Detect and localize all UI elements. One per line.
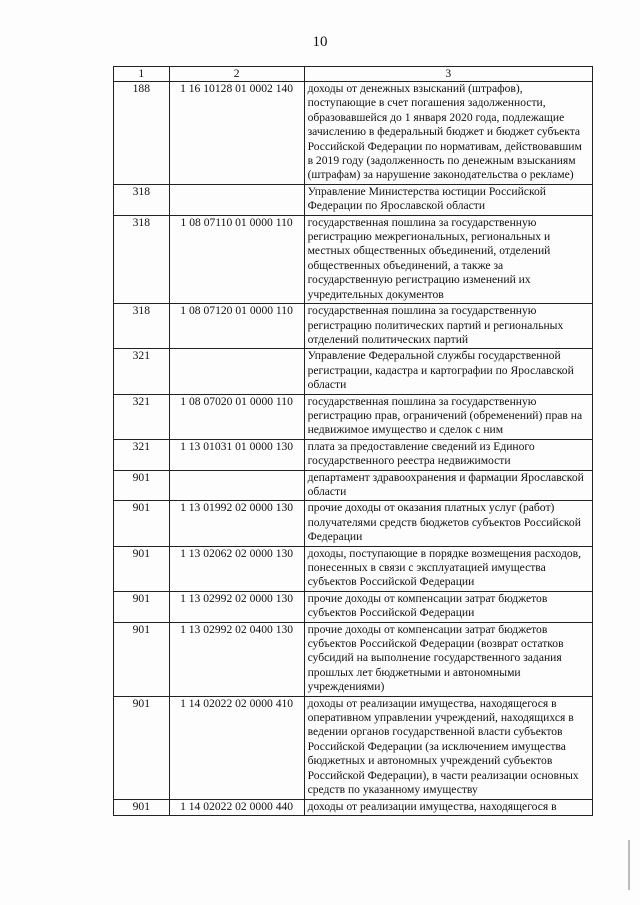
budget-code-cell: 1 13 01031 01 0000 130 — [169, 439, 304, 470]
budget-code-cell: 1 08 07110 01 0000 110 — [169, 215, 304, 303]
income-name-cell: доходы от реализации имущества, находящегося в — [304, 799, 592, 815]
column-header-3: 3 — [304, 67, 592, 82]
income-name-cell: Управление Федеральной службы государственной регистрации, кадастра и картографии по Ярославской области — [304, 349, 592, 394]
admin-code-cell: 321 — [114, 439, 170, 470]
admin-code-cell: 318 — [114, 184, 170, 215]
income-name-cell: департамент здравоохранения и фармации Ярославской области — [304, 470, 592, 501]
income-name-cell: Управление Министерства юстиции Российской Федерации по Ярославской области — [304, 184, 592, 215]
income-name-cell: государственная пошлина за государственную регистрацию прав, ограничений (обременений) прав на недвижимое имущество и сделок с ним — [304, 394, 592, 439]
income-codes-table — [113, 66, 593, 816]
table-row — [114, 439, 593, 470]
budget-code-cell — [169, 349, 304, 394]
admin-code-cell: 901 — [114, 799, 170, 815]
budget-code-cell: 1 13 02992 02 0000 130 — [169, 591, 304, 622]
admin-code-cell: 901 — [114, 591, 170, 622]
income-name-cell: государственная пошлина за государственную регистрацию межрегиональных, региональных и местных общественных объединений, отделений общественных объединений, а также за государственную регистрацию изменений их учредительных документов — [304, 215, 592, 303]
budget-code-cell: 1 13 01992 02 0000 130 — [169, 501, 304, 546]
income-name-cell: доходы от денежных взысканий (штрафов), поступающие в счет погашения задолженности, образовавшейся до 1 января 2020 года, подлежащие зачислению в федеральный бюджет и бюджет субъекта Российской Федерации по нормативам, действовавшим в 2019 году (задолженность по денежным взысканиям (штрафам) за нарушение законодательства о рекламе) — [304, 82, 592, 185]
income-name-cell: прочие доходы от компенсации затрат бюджетов субъектов Российской Федерации (возврат остатков субсидий на выполнение государственного задания прошлых лет бюджетными и автономными учреждениями) — [304, 622, 592, 696]
income-name-cell: доходы от реализации имущества, находящегося в оперативном управлении учреждений, находящихся в ведении органов государственной власти субъектов Российской Федерации (за исключением имущества бюджетных и автономных учреждений субъектов Российской Федерации), в части реализации основных средств по указанному имуществу — [304, 696, 592, 799]
admin-code-cell: 901 — [114, 501, 170, 546]
budget-code-cell — [169, 184, 304, 215]
income-name-cell: доходы, поступающие в порядке возмещения расходов, понесенных в связи с эксплуатацией имущества субъектов Российской Федерации — [304, 546, 592, 591]
budget-code-cell — [169, 470, 304, 501]
column-header-2: 2 — [169, 67, 304, 82]
admin-code-cell: 901 — [114, 622, 170, 696]
table-row — [114, 394, 593, 439]
admin-code-cell: 318 — [114, 304, 170, 349]
page-number: 10 — [312, 34, 328, 50]
budget-code-cell: 1 13 02992 02 0400 130 — [169, 622, 304, 696]
table-header-row — [114, 67, 593, 82]
table-row — [114, 304, 593, 349]
table-row — [114, 799, 593, 815]
income-name-cell: прочие доходы от компенсации затрат бюджетов субъектов Российской Федерации — [304, 591, 592, 622]
budget-code-cell: 1 13 02062 02 0000 130 — [169, 546, 304, 591]
table-row — [114, 622, 593, 696]
budget-code-cell: 1 08 07020 01 0000 110 — [169, 394, 304, 439]
table-row — [114, 215, 593, 303]
budget-code-cell: 1 14 02022 02 0000 440 — [169, 799, 304, 815]
table-row — [114, 696, 593, 799]
scan-edge-mark — [628, 840, 630, 890]
admin-code-cell: 321 — [114, 349, 170, 394]
admin-code-cell: 321 — [114, 394, 170, 439]
admin-code-cell: 901 — [114, 546, 170, 591]
table-row — [114, 349, 593, 394]
column-header-1: 1 — [114, 67, 170, 82]
admin-code-cell: 901 — [114, 696, 170, 799]
table-row — [114, 184, 593, 215]
table-row — [114, 546, 593, 591]
budget-code-cell: 1 08 07120 01 0000 110 — [169, 304, 304, 349]
income-name-cell: государственная пошлина за государственную регистрацию политических партий и региональных отделений политических партий — [304, 304, 592, 349]
income-name-cell: прочие доходы от оказания платных услуг (работ) получателями средств бюджетов субъектов Российской Федерации — [304, 501, 592, 546]
admin-code-cell: 188 — [114, 82, 170, 185]
admin-code-cell: 901 — [114, 470, 170, 501]
budget-code-cell: 1 16 10128 01 0002 140 — [169, 82, 304, 185]
table-row — [114, 82, 593, 185]
table-row — [114, 591, 593, 622]
admin-code-cell: 318 — [114, 215, 170, 303]
table-row — [114, 470, 593, 501]
budget-code-cell: 1 14 02022 02 0000 410 — [169, 696, 304, 799]
income-name-cell: плата за предоставление сведений из Единого государственного реестра недвижимости — [304, 439, 592, 470]
table-row — [114, 501, 593, 546]
